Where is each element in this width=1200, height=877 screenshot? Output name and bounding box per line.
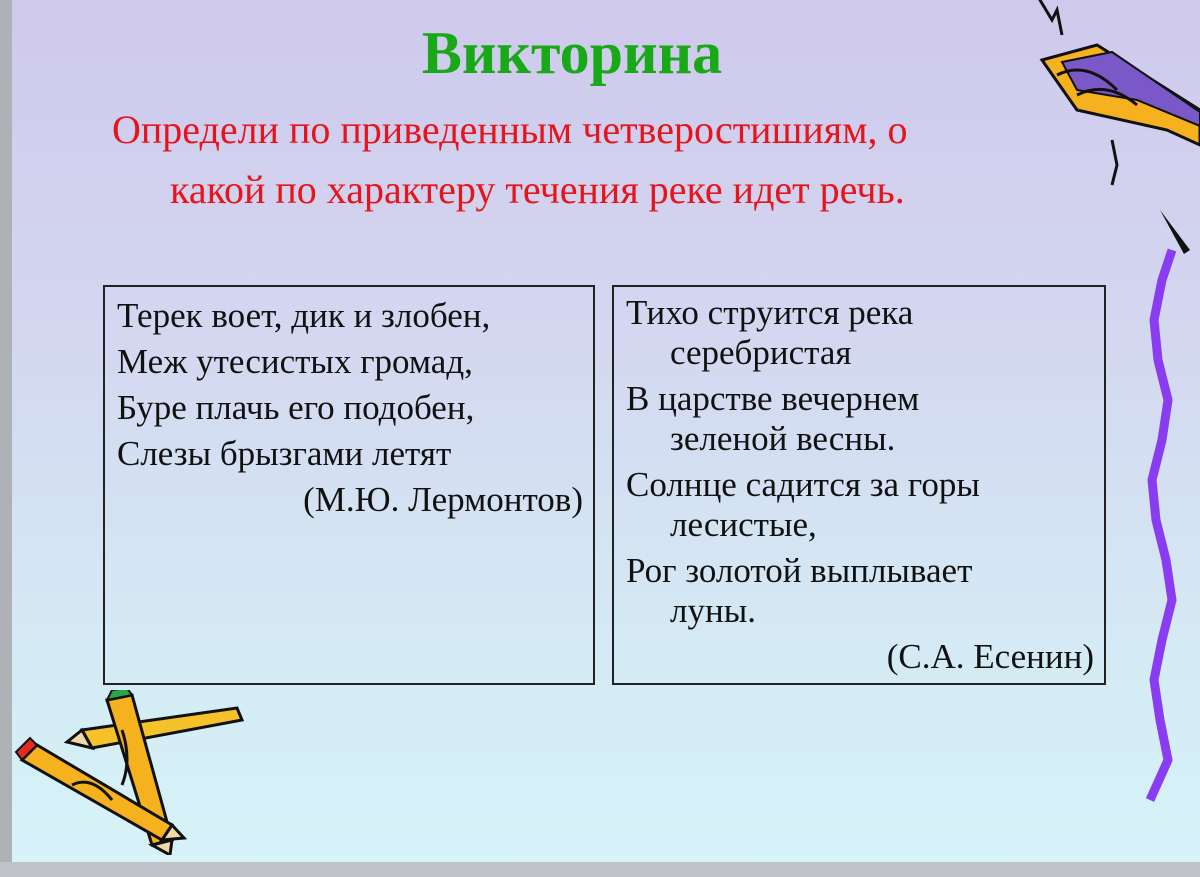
poem-stanza bbox=[626, 379, 1104, 459]
subtitle-line-1: Определи по приведенным четверостишиям, о bbox=[112, 107, 908, 152]
poem-line: Меж утесистых громад, bbox=[117, 342, 473, 381]
poem-box-esenin bbox=[612, 285, 1106, 685]
slide-title: Викторина bbox=[421, 20, 723, 86]
poem-author: (С.А. Есенин) bbox=[886, 637, 1094, 676]
window-left-edge bbox=[0, 0, 12, 877]
poem-line: луны. bbox=[670, 591, 756, 630]
poem-line: Тихо струится река bbox=[626, 293, 914, 332]
poem-line: Терек воет, дик и злобен, bbox=[117, 296, 491, 335]
poem-lermontov bbox=[105, 287, 593, 523]
pencil-top-right-icon bbox=[1017, 0, 1200, 195]
poem-stanza bbox=[626, 293, 1104, 373]
poem-line: зеленой весны. bbox=[670, 419, 896, 458]
poem-line: Рог золотой выплывает bbox=[626, 551, 973, 590]
subtitle-line-2: какой по характеру течения реке идет речь. bbox=[170, 167, 905, 212]
pencils-bottom-left-icon bbox=[12, 690, 252, 855]
poem-line: лесистые, bbox=[670, 505, 817, 544]
slide-subtitle bbox=[112, 100, 1072, 220]
poem-line: Солнце садится за горы bbox=[626, 465, 980, 504]
purple-squiggle-icon bbox=[1132, 210, 1200, 810]
poem-esenin bbox=[614, 287, 1104, 677]
poem-stanza bbox=[626, 465, 1104, 545]
poem-stanza bbox=[626, 551, 1104, 631]
poem-author: (М.Ю. Лермонтов) bbox=[303, 480, 583, 519]
poem-line: Буре плачь его подобен, bbox=[117, 388, 475, 427]
poem-box-lermontov bbox=[103, 285, 595, 685]
poem-line: серебристая bbox=[670, 333, 852, 372]
poem-line: Слезы брызгами летят bbox=[117, 434, 452, 473]
window-bottom-edge bbox=[0, 862, 1200, 877]
poem-line: В царстве вечернем bbox=[626, 379, 920, 418]
slide bbox=[12, 0, 1200, 862]
